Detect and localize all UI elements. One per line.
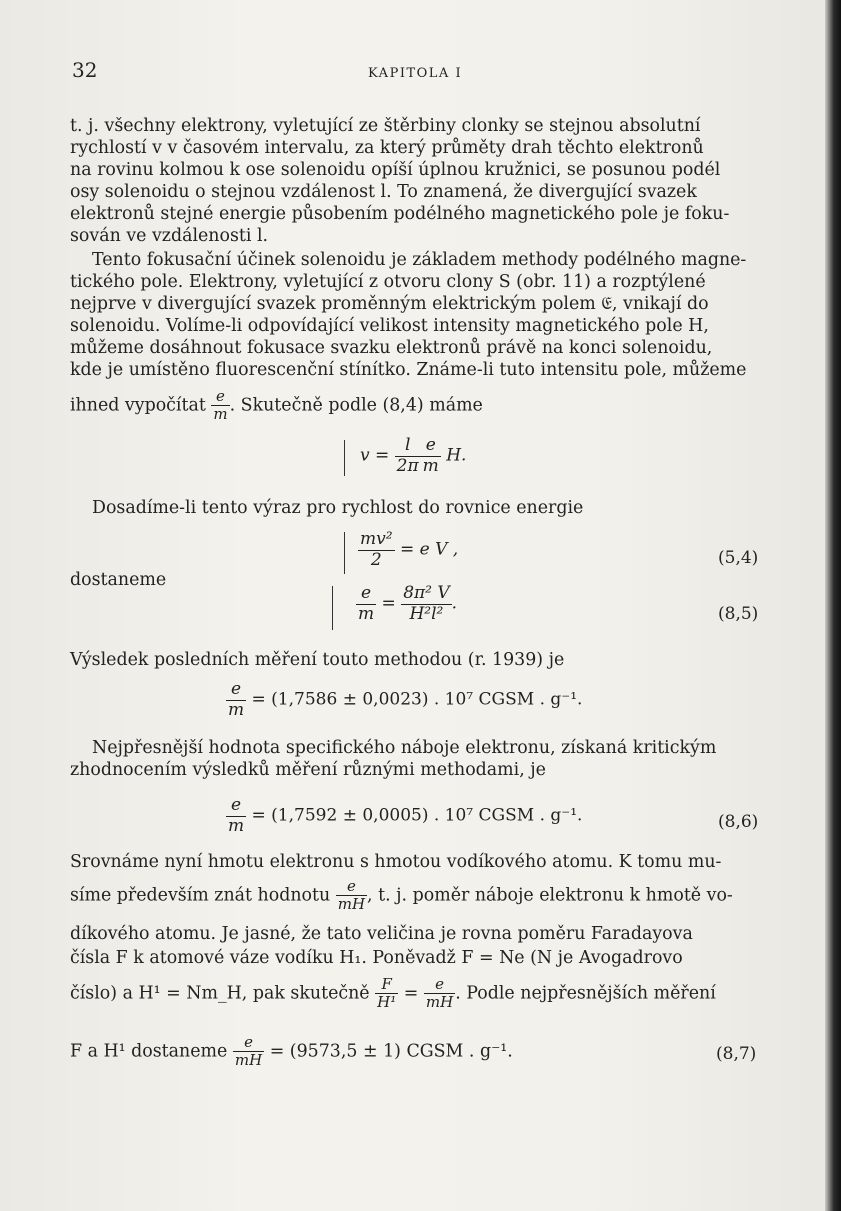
compute-suffix: . Skutečně podle (8,4) máme <box>229 395 483 416</box>
text-line: Výsledek posledních měření touto methodou (r. 1939) je <box>70 650 565 670</box>
fraction-numerator: e <box>226 680 246 701</box>
fraction-e-m <box>226 680 246 720</box>
compute-prefix: ihned vypočítat <box>70 395 206 416</box>
eq-rhs: = e V , <box>399 539 459 560</box>
eq-equals: = <box>381 593 396 614</box>
fraction-denominator: m <box>213 405 228 424</box>
fraction-numerator: l <box>395 436 421 457</box>
text-line: solenoidu. Volíme-li odpovídající velikost intensity magnetického pole H, <box>70 316 709 336</box>
inline-fraction-e-mh <box>424 976 455 1012</box>
fraction-numerator: e <box>424 976 455 994</box>
text-line-with-fraction <box>70 1034 513 1070</box>
equation-bar <box>344 532 345 574</box>
text-line: nejprve v divergující svazek proměnným elektrickým polem 𝔈, vnikají do <box>70 294 709 314</box>
fraction-denominator: m <box>228 815 245 836</box>
fraction-numerator: e <box>233 1034 264 1052</box>
text-line: na rovinu kolmou k ose solenoidu opíší úplnou kružnici, se posunou podél <box>70 160 721 180</box>
inline-fraction-e-m <box>211 388 229 424</box>
equation-label: (8,7) <box>716 1044 757 1064</box>
fraction-e-m <box>356 584 376 624</box>
compute-line <box>70 388 483 424</box>
inline-fraction-f-h <box>375 976 398 1012</box>
text-fragment: číslo) a H¹ = Nm_H, pak skutečně <box>70 983 370 1004</box>
equation-result-best <box>226 796 582 836</box>
fraction-denominator: mH <box>425 993 454 1012</box>
eq-tail: H. <box>446 445 467 466</box>
text-line: Dosadíme-li tento výraz pro rychlost do rovnice energie <box>92 498 584 518</box>
equation-result-1939 <box>226 680 582 720</box>
fraction-denominator: 2 <box>370 549 382 570</box>
text-line: sován ve vzdálenosti l. <box>70 226 269 246</box>
equation-velocity <box>360 436 466 476</box>
text-line: elektronů stejné energie působením podélného magnetického pole je foku- <box>70 204 730 224</box>
equation-label: (8,6) <box>718 812 759 832</box>
fraction-denominator: mH <box>337 895 366 914</box>
text-line: Tento fokusační účinek solenoidu je základem methody podélného magne- <box>92 250 747 270</box>
text-fragment: . Podle nejpřesnějších měření <box>455 983 716 1004</box>
fraction-numerator: e <box>421 436 441 457</box>
fraction-e-m <box>421 436 441 476</box>
eq-equals: = <box>403 983 419 1004</box>
text-line-with-fraction <box>70 976 716 1012</box>
fraction-e-mh <box>233 1034 264 1070</box>
text-fragment: F a H¹ dostaneme <box>70 1041 228 1062</box>
text-line: můžeme dosáhnout fokusace svazku elektronů právě na konci solenoidu, <box>70 338 713 358</box>
equation-energy <box>358 530 458 570</box>
fraction-denominator: m <box>228 699 245 720</box>
page-number: 32 <box>72 58 98 82</box>
text-line-with-fraction <box>70 878 733 914</box>
fraction-denominator: H²l² <box>409 603 444 624</box>
text-line: díkového atomu. Je jasné, že tato veličina je rovna poměru Faradayova <box>70 924 693 944</box>
text-line: dostaneme <box>70 570 167 590</box>
fraction-8pi2v <box>401 584 451 624</box>
equation-bar <box>344 440 345 476</box>
fraction-numerator: mv² <box>360 529 393 549</box>
eq-lhs: v = <box>360 445 390 466</box>
eq-tail: . <box>451 593 458 614</box>
fraction-numerator: e <box>356 584 376 605</box>
fraction-denominator: H¹ <box>377 993 397 1012</box>
fraction-l-2pi <box>395 436 421 476</box>
inline-fraction-e-mh <box>336 878 367 914</box>
eq-rhs: = (1,7592 ± 0,0005) . 10⁷ CGSM . g⁻¹. <box>251 805 583 826</box>
text-line: Srovnáme nyní hmotu elektronu s hmotou vodíkového atomu. K tomu mu- <box>70 852 722 872</box>
text-line: rychlostí v v časovém intervalu, za který průměty drah těchto elektronů <box>70 138 704 158</box>
fraction-numerator: e <box>336 878 367 896</box>
equation-label: (5,4) <box>718 548 759 568</box>
equation-bar <box>332 586 333 630</box>
fraction-denominator: 2π <box>396 455 419 476</box>
page-edge-shadow <box>825 0 841 1211</box>
text-line: čísla F k atomové váze vodíku H₁. Poněvadž F = Ne (N je Avogadrovo <box>70 948 683 968</box>
running-title: KAPITOLA I <box>368 66 463 81</box>
fraction-numerator: 8π² V <box>403 583 450 603</box>
text-line: Nejpřesnější hodnota specifického náboje elektronu, získaná kritickým <box>92 738 717 758</box>
fraction-denominator: mH <box>234 1051 263 1070</box>
text-fragment: síme především znát hodnotu <box>70 885 331 906</box>
fraction-numerator: F <box>375 976 398 994</box>
fraction-numerator: e <box>211 388 229 406</box>
text-fragment: , t. j. poměr náboje elektronu k hmotě vo- <box>367 885 733 906</box>
fraction-denominator: m <box>358 603 375 624</box>
fraction-numerator: e <box>226 796 246 817</box>
eq-rhs: = (9573,5 ± 1) CGSM . g⁻¹. <box>269 1041 513 1062</box>
equation-label: (8,5) <box>718 604 759 624</box>
text-line: t. j. všechny elektrony, vyletující ze štěrbiny clonky se stejnou absolutní <box>70 116 701 136</box>
fraction-e-m <box>226 796 246 836</box>
equation-specific-charge <box>356 584 457 624</box>
fraction-mv2-2 <box>358 530 395 570</box>
text-line: kde je umístěno fluorescenční stínítko. Známe-li tuto intensitu pole, můžeme <box>70 360 747 380</box>
text-line: tického pole. Elektrony, vyletující z otvoru clony S (obr. 11) a rozptýlené <box>70 272 706 292</box>
fraction-denominator: m <box>422 455 439 476</box>
eq-rhs: = (1,7586 ± 0,0023) . 10⁷ CGSM . g⁻¹. <box>251 689 583 710</box>
text-line: zhodnocením výsledků měření různými methodami, je <box>70 760 546 780</box>
text-line: osy solenoidu o stejnou vzdálenost l. To znamená, že divergující svazek <box>70 182 697 202</box>
